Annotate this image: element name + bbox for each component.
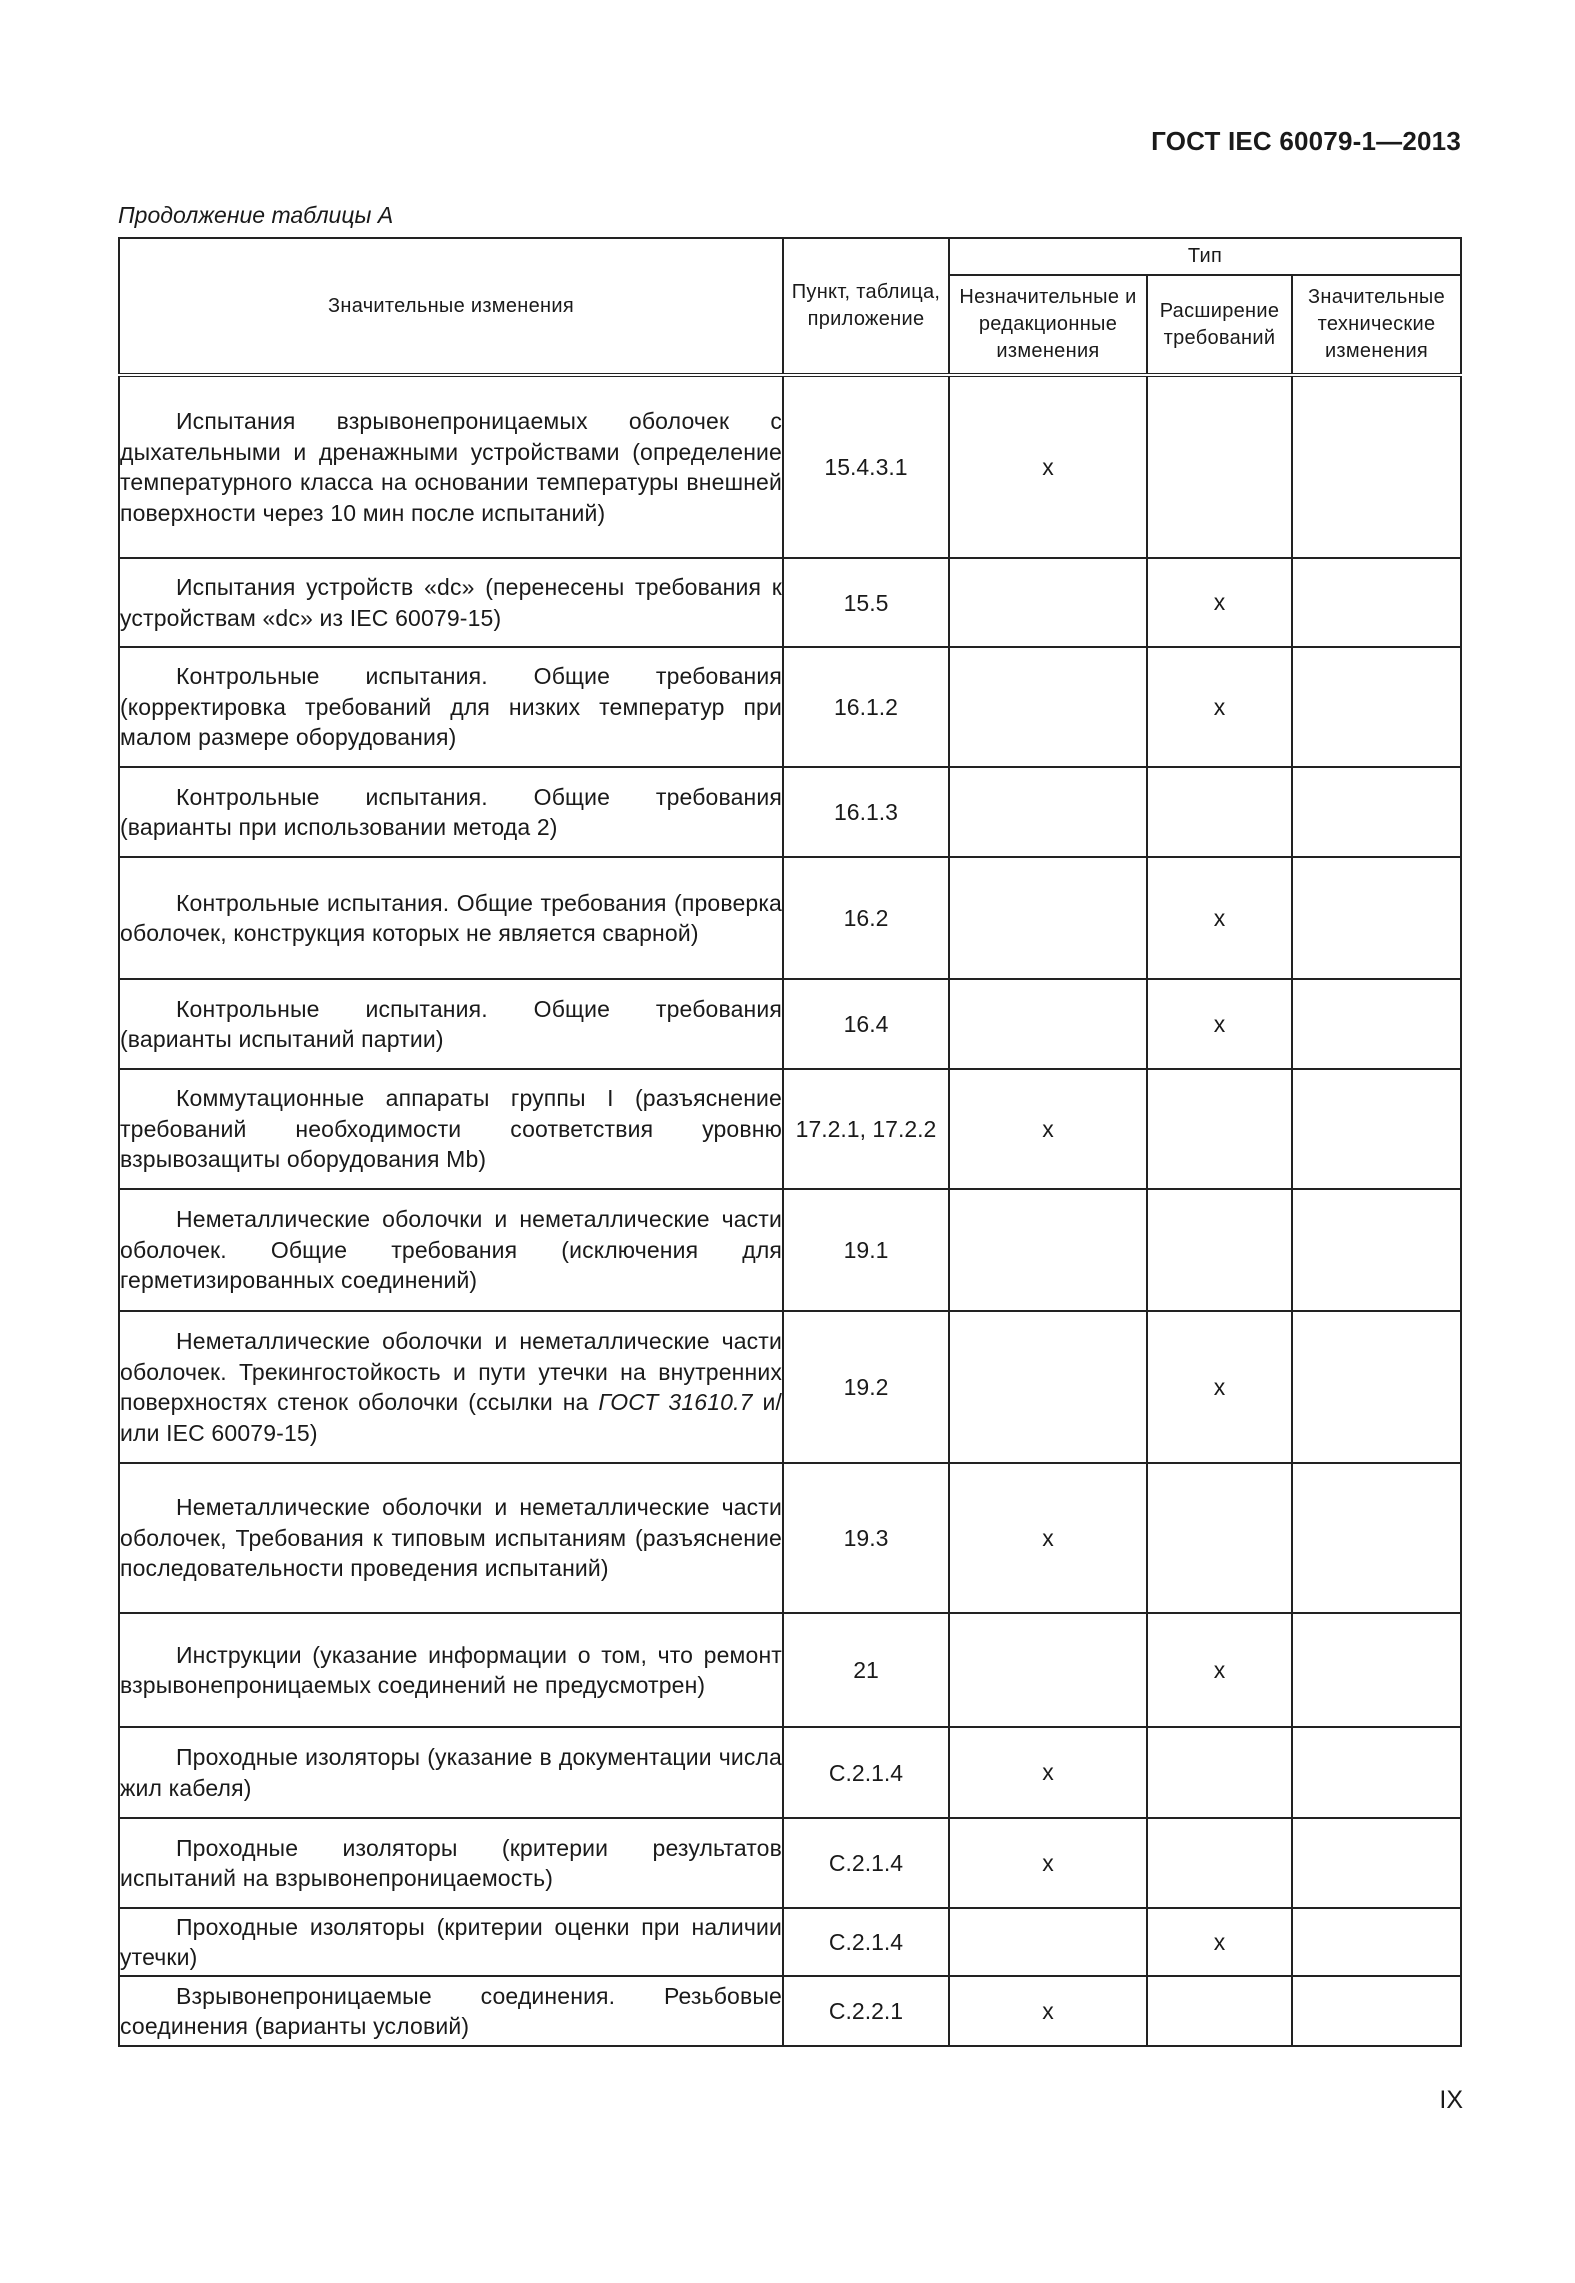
- row-description: Контрольные испытания. Общие требования (проверка оболочек, конструкция которых не является сварной): [119, 857, 783, 979]
- extension-mark: x: [1147, 1908, 1292, 1976]
- row-clause: 16.1.3: [783, 767, 949, 857]
- extension-mark: [1147, 1463, 1292, 1613]
- minor-mark: [949, 558, 1147, 647]
- minor-mark: x: [949, 1069, 1147, 1189]
- extension-mark: [1147, 1069, 1292, 1189]
- table-row: [119, 1069, 1461, 1189]
- row-description: Контрольные испытания. Общие требования (варианты при использовании метода 2): [119, 767, 783, 857]
- extension-mark: x: [1147, 647, 1292, 767]
- minor-mark: [949, 1311, 1147, 1463]
- page-number: IX: [1439, 2086, 1463, 2114]
- table-row: [119, 1311, 1461, 1463]
- row-clause: C.2.1.4: [783, 1908, 949, 1976]
- row-clause: 17.2.1, 17.2.2: [783, 1069, 949, 1189]
- minor-mark: x: [949, 1727, 1147, 1818]
- minor-mark: x: [949, 1818, 1147, 1908]
- extension-mark: x: [1147, 979, 1292, 1069]
- changes-table: [118, 237, 1462, 2047]
- table-row: [119, 1727, 1461, 1818]
- technical-mark: [1292, 1818, 1461, 1908]
- extension-mark: [1147, 1727, 1292, 1818]
- row-description: Неметаллические оболочки и неметаллические части оболочек. Общие требования (исключения для герметизированных соединений): [119, 1189, 783, 1311]
- table-row: [119, 558, 1461, 647]
- table-row: [119, 1189, 1461, 1311]
- table-row: [119, 1463, 1461, 1613]
- row-clause: 15.4.3.1: [783, 375, 949, 558]
- extension-mark: x: [1147, 1311, 1292, 1463]
- header-clause: Пункт, таблица, приложение: [783, 238, 949, 375]
- table-row: [119, 647, 1461, 767]
- row-description: Неметаллические оболочки и неметаллические части оболочек, Требования к типовым испытаниям (разъяснение последовательности проведения испытаний): [119, 1463, 783, 1613]
- technical-mark: [1292, 857, 1461, 979]
- row-clause: C.2.1.4: [783, 1727, 949, 1818]
- row-clause: C.2.2.1: [783, 1976, 949, 2046]
- extension-mark: x: [1147, 1613, 1292, 1727]
- technical-mark: [1292, 558, 1461, 647]
- row-clause: 16.1.2: [783, 647, 949, 767]
- minor-mark: [949, 1613, 1147, 1727]
- minor-mark: [949, 857, 1147, 979]
- technical-mark: [1292, 767, 1461, 857]
- standard-reference: ГОСТ 31610.7: [598, 1389, 753, 1415]
- technical-mark: [1292, 1727, 1461, 1818]
- technical-mark: [1292, 647, 1461, 767]
- technical-mark: [1292, 1189, 1461, 1311]
- row-clause: 16.4: [783, 979, 949, 1069]
- row-description: Испытания устройств «dc» (перенесены требования к устройствам «dc» из IEC 60079-15): [119, 558, 783, 647]
- minor-mark: [949, 1189, 1147, 1311]
- minor-mark: x: [949, 1463, 1147, 1613]
- row-description: Испытания взрывонепроницаемых оболочек с дыхательными и дренажными устройствами (определение температурного класса на основании температуры внешней поверхности через 10 мин после испытаний): [119, 375, 783, 558]
- minor-mark: [949, 1908, 1147, 1976]
- table-row: [119, 767, 1461, 857]
- extension-mark: [1147, 1818, 1292, 1908]
- table-row: [119, 1976, 1461, 2046]
- technical-mark: [1292, 1908, 1461, 1976]
- table-row: [119, 375, 1461, 558]
- table-row: [119, 1818, 1461, 1908]
- table-row: [119, 857, 1461, 979]
- row-clause: 15.5: [783, 558, 949, 647]
- extension-mark: x: [1147, 558, 1292, 647]
- row-description: Контрольные испытания. Общие требования (варианты испытаний партии): [119, 979, 783, 1069]
- extension-mark: [1147, 375, 1292, 558]
- minor-mark: [949, 767, 1147, 857]
- technical-mark: [1292, 1976, 1461, 2046]
- header-type: Тип: [949, 238, 1461, 275]
- technical-mark: [1292, 1311, 1461, 1463]
- row-description: Коммутационные аппараты группы I (разъяснение требований необходимости соответствия уровню взрывозащиты оборудования Mb): [119, 1069, 783, 1189]
- extension-mark: [1147, 1189, 1292, 1311]
- standard-code: ГОСТ IEC 60079-1—2013: [1151, 126, 1461, 156]
- row-description: Проходные изоляторы (указание в документации числа жил кабеля): [119, 1727, 783, 1818]
- header-significant-changes: Значительные изменения: [119, 238, 783, 375]
- row-description: Проходные изоляторы (критерии результатов испытаний на взрывонепроницаемость): [119, 1818, 783, 1908]
- row-description: Инструкции (указание информации о том, что ремонт взрывонепроницаемых соединений не предусмотрен): [119, 1613, 783, 1727]
- technical-mark: [1292, 1613, 1461, 1727]
- minor-mark: x: [949, 1976, 1147, 2046]
- row-description: Контрольные испытания. Общие требования (корректировка требований для низких температур при малом размере оборудования): [119, 647, 783, 767]
- table-caption: Продолжение таблицы А: [118, 202, 394, 228]
- row-description: Неметаллические оболочки и неметаллические части оболочек. Трекингостойкость и пути утечки на внутренних поверхностях стенок оболочки (ссылки на ГОСТ 31610.7 и/или IEC 60079-15): [119, 1311, 783, 1463]
- row-clause: 16.2: [783, 857, 949, 979]
- extension-mark: x: [1147, 857, 1292, 979]
- row-clause: 19.1: [783, 1189, 949, 1311]
- row-clause: 19.3: [783, 1463, 949, 1613]
- technical-mark: [1292, 375, 1461, 558]
- technical-mark: [1292, 979, 1461, 1069]
- row-clause: 21: [783, 1613, 949, 1727]
- table-row: [119, 1613, 1461, 1727]
- extension-mark: [1147, 767, 1292, 857]
- row-clause: C.2.1.4: [783, 1818, 949, 1908]
- row-description: Проходные изоляторы (критерии оценки при наличии утечки): [119, 1908, 783, 1976]
- header-extension: Расширение требований: [1147, 275, 1292, 375]
- minor-mark: x: [949, 375, 1147, 558]
- technical-mark: [1292, 1463, 1461, 1613]
- table-row: [119, 1908, 1461, 1976]
- technical-mark: [1292, 1069, 1461, 1189]
- extension-mark: [1147, 1976, 1292, 2046]
- minor-mark: [949, 979, 1147, 1069]
- row-clause: 19.2: [783, 1311, 949, 1463]
- minor-mark: [949, 647, 1147, 767]
- header-technical-changes: Значительные технические изменения: [1292, 275, 1461, 375]
- row-description: Взрывонепроницаемые соединения. Резьбовые соединения (варианты условий): [119, 1976, 783, 2046]
- header-minor-changes: Незначительные и редакционные изменения: [949, 275, 1147, 375]
- table-row: [119, 979, 1461, 1069]
